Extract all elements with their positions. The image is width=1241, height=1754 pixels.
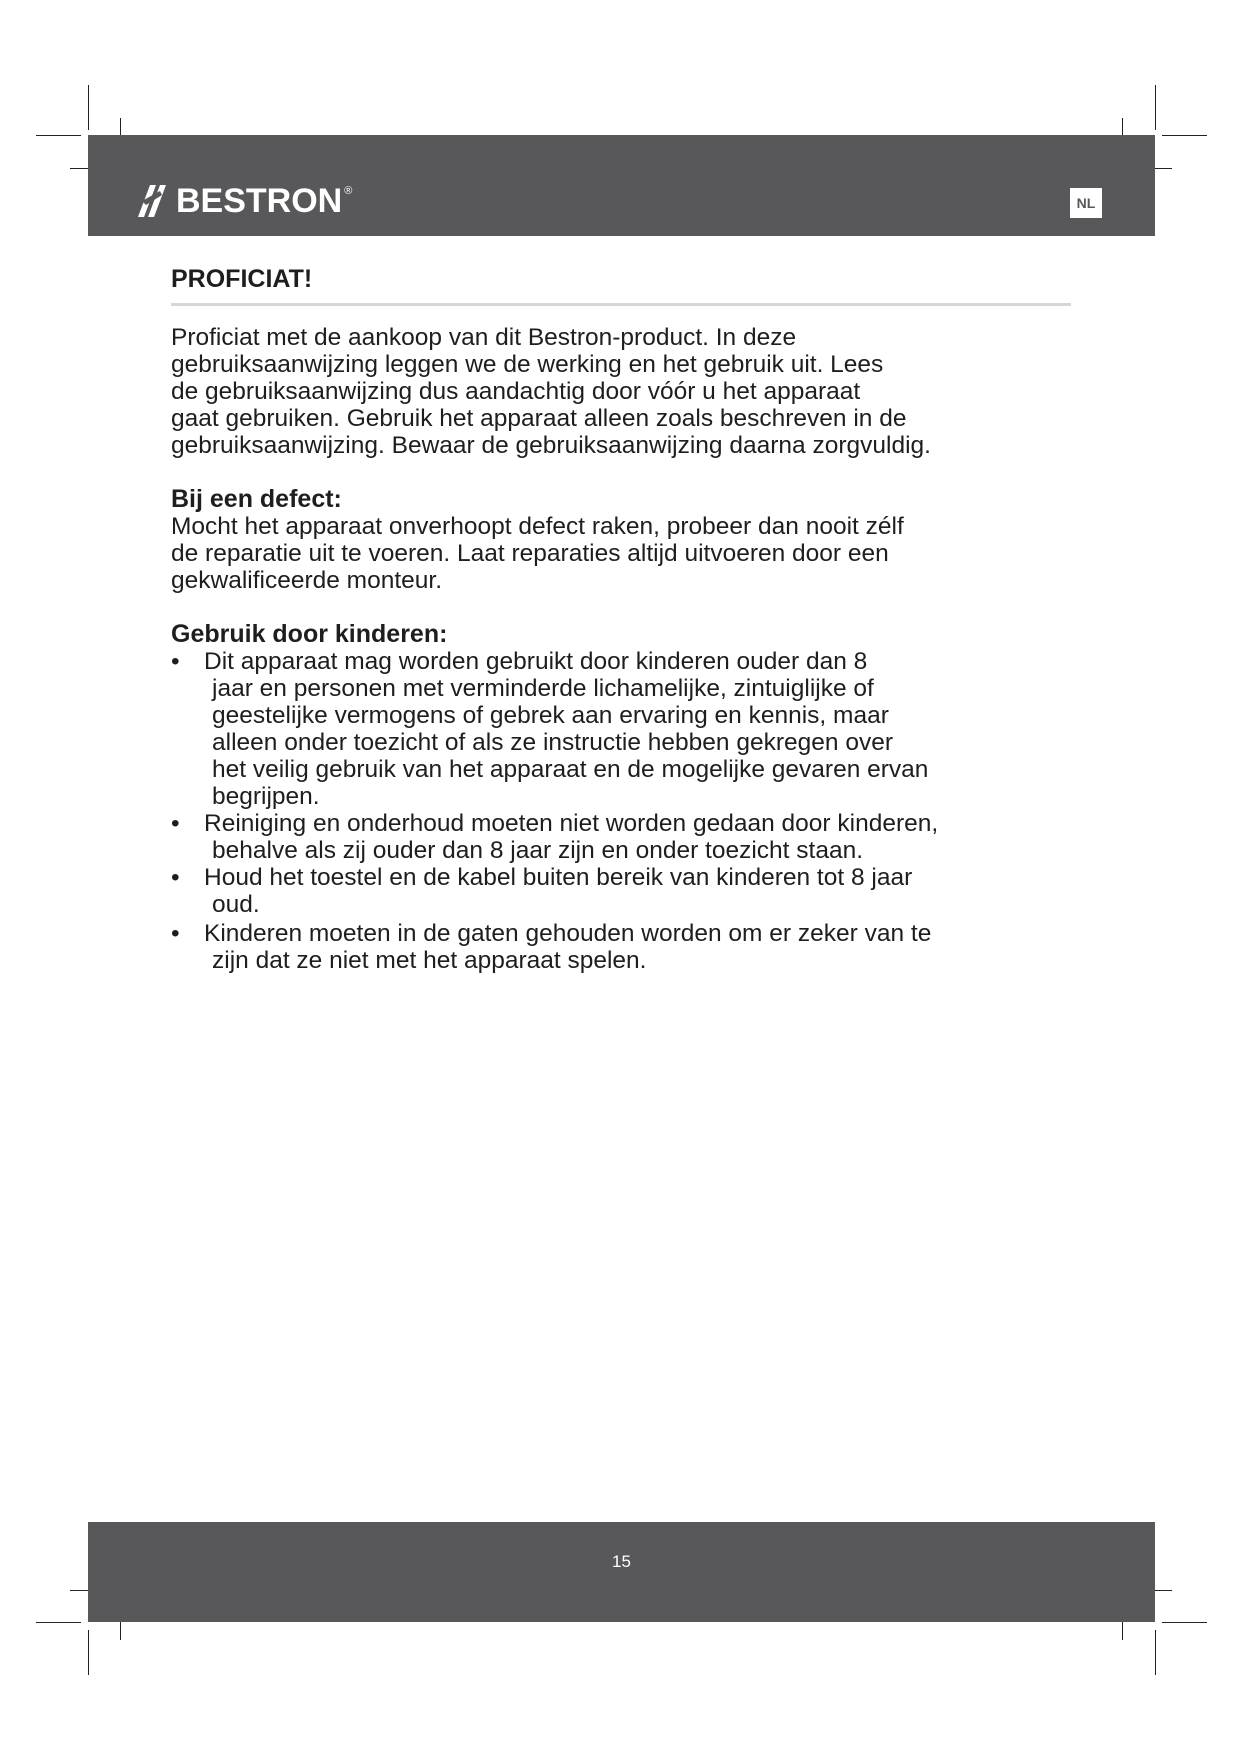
bullet-icon: • <box>171 648 180 675</box>
children-bullet-list <box>171 648 1071 974</box>
bullet-icon: • <box>171 864 180 891</box>
text-line: Houd het toestel en de kabel buiten bereik van kinderen tot 8 jaar <box>204 864 913 891</box>
footer-bar <box>88 1522 1155 1622</box>
brand-name: BESTRON <box>176 181 343 220</box>
brand-logo <box>136 181 352 221</box>
bullet-icon: • <box>171 810 180 837</box>
text-line: de reparatie uit te voeren. Laat reparaties altijd uitvoeren door een <box>171 540 889 567</box>
text-line: jaar en personen met verminderde lichamelijke, zintuiglijke of <box>212 675 874 702</box>
text-line: Kinderen moeten in de gaten gehouden worden om er zeker van te <box>204 920 932 947</box>
title-divider <box>171 303 1071 306</box>
text-line: zijn dat ze niet met het apparaat spelen. <box>212 947 647 974</box>
crop-mark <box>1155 1630 1156 1675</box>
list-item <box>171 648 1071 810</box>
text-line: geestelijke vermogens of gebrek aan ervaring en kennis, maar <box>212 702 889 729</box>
chevron-logo-icon <box>136 183 170 219</box>
page-content <box>171 264 1071 974</box>
list-item <box>171 810 1071 864</box>
text-line: gaat gebruiken. Gebruik het apparaat alleen zoals beschreven in de <box>171 405 907 432</box>
language-badge: NL <box>1070 188 1102 218</box>
children-heading: Gebruik door kinderen: <box>171 620 448 648</box>
crop-mark <box>1162 135 1207 136</box>
page-number: 15 <box>612 1552 631 1571</box>
text-line: alleen onder toezicht of als ze instructie hebben gekregen over <box>212 729 893 756</box>
text-line: Mocht het apparaat onverhoopt defect raken, probeer dan nooit zélf <box>171 513 904 540</box>
crop-mark <box>88 85 89 130</box>
text-line: de gebruiksaanwijzing dus aandachtig door vóór u het apparaat <box>171 378 861 405</box>
page-title: PROFICIAT! <box>171 265 313 293</box>
text-line: het veilig gebruik van het apparaat en de mogelijke gevaren ervan <box>212 756 929 783</box>
crop-mark <box>36 1622 81 1623</box>
text-line: Proficiat met de aankoop van dit Bestron-product. In deze <box>171 324 797 351</box>
children-section <box>171 621 1071 974</box>
bullet-icon: • <box>171 920 180 947</box>
crop-mark <box>1162 1622 1207 1623</box>
list-item <box>171 920 1071 974</box>
text-line: gekwalificeerde monteur. <box>171 567 443 594</box>
defect-section <box>171 486 1071 594</box>
intro-paragraph <box>171 324 1071 459</box>
list-item <box>171 864 1071 918</box>
defect-paragraph <box>171 513 1071 594</box>
defect-heading: Bij een defect: <box>171 485 342 513</box>
crop-mark <box>88 1630 89 1675</box>
text-line: behalve als zij ouder dan 8 jaar zijn en onder toezicht staan. <box>212 837 864 864</box>
registered-mark: ® <box>344 185 353 197</box>
crop-mark <box>1155 85 1156 130</box>
text-line: Dit apparaat mag worden gebruikt door kinderen ouder dan 8 <box>204 648 868 675</box>
text-line: oud. <box>212 891 260 918</box>
text-line: begrijpen. <box>212 783 320 810</box>
text-line: gebruiksaanwijzing. Bewaar de gebruiksaanwijzing daarna zorgvuldig. <box>171 432 931 459</box>
text-line: Reiniging en onderhoud moeten niet worden gedaan door kinderen, <box>204 810 939 837</box>
crop-mark <box>36 135 81 136</box>
header-bar <box>88 135 1155 236</box>
text-line: gebruiksaanwijzing leggen we de werking en het gebruik uit. Lees <box>171 351 884 378</box>
